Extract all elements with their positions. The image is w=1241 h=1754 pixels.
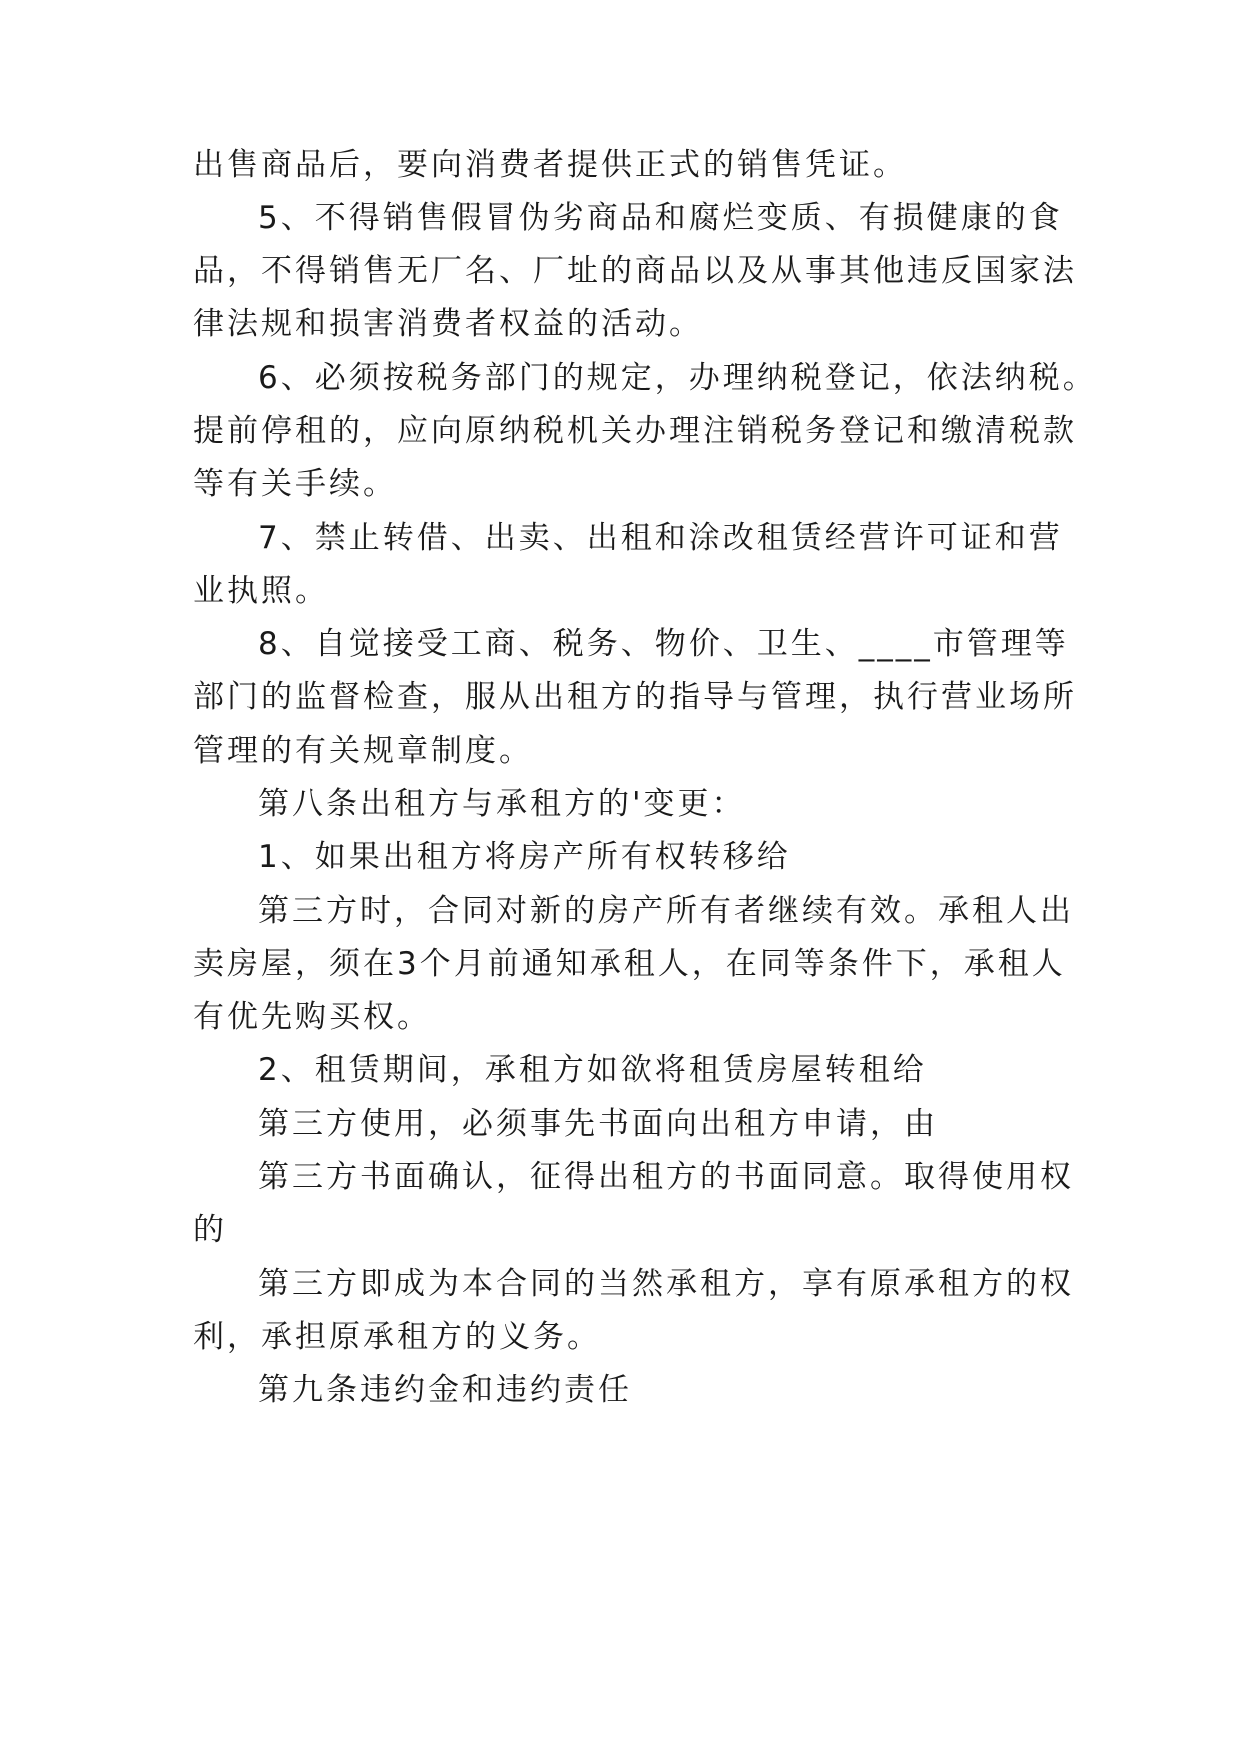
text-line: 第九条违约金和违约责任 [258, 1372, 632, 1408]
text-line: 2、租赁期间，承租方如欲将租赁房屋转租给 [258, 1052, 927, 1088]
text-line: 律法规和损害消费者权益的活动。 [193, 306, 703, 342]
text-line: 提前停租的，应向原纳税机关办理注销税务登记和缴清税款 [193, 413, 1077, 449]
text-line: 1、如果出租方将房产所有权转移给 [258, 839, 791, 875]
text-line: 第三方使用，必须事先书面向出租方申请，由 [258, 1106, 938, 1142]
text-line: 等有关手续。 [193, 466, 397, 502]
text-line: 7、禁止转借、出卖、出租和涂改租赁经营许可证和营 [258, 520, 1063, 556]
text-line: 利，承担原承租方的义务。 [193, 1319, 601, 1355]
text-line: 业执照。 [193, 573, 329, 609]
text-line: 第八条出租方与承租方的'变更： [258, 786, 746, 822]
text-line: 有优先购买权。 [193, 999, 431, 1035]
text-line: 8、自觉接受工商、税务、物价、卫生、____市管理等 [258, 626, 1069, 662]
text-line: 第三方书面确认，征得出租方的书面同意。取得使用权 [258, 1159, 1074, 1195]
text-line: 的 [193, 1212, 227, 1248]
text-line: 第三方即成为本合同的当然承租方，享有原承租方的权 [258, 1266, 1074, 1302]
text-line: 管理的有关规章制度。 [193, 733, 533, 769]
text-line: 第三方时，合同对新的房产所有者继续有效。承租人出 [258, 893, 1074, 929]
text-line: 部门的监督检查，服从出租方的指导与管理，执行营业场所 [193, 679, 1077, 715]
text-line: 卖房屋，须在3个月前通知承租人，在同等条件下，承租人 [193, 946, 1066, 982]
text-line: 6、必须按税务部门的规定，办理纳税登记，依法纳税。 [258, 360, 1097, 396]
text-line: 出售商品后，要向消费者提供正式的销售凭证。 [193, 147, 907, 183]
text-line: 品，不得销售无厂名、厂址的商品以及从事其他违反国家法 [193, 253, 1077, 289]
text-line: 5、不得销售假冒伪劣商品和腐烂变质、有损健康的食 [258, 200, 1063, 236]
